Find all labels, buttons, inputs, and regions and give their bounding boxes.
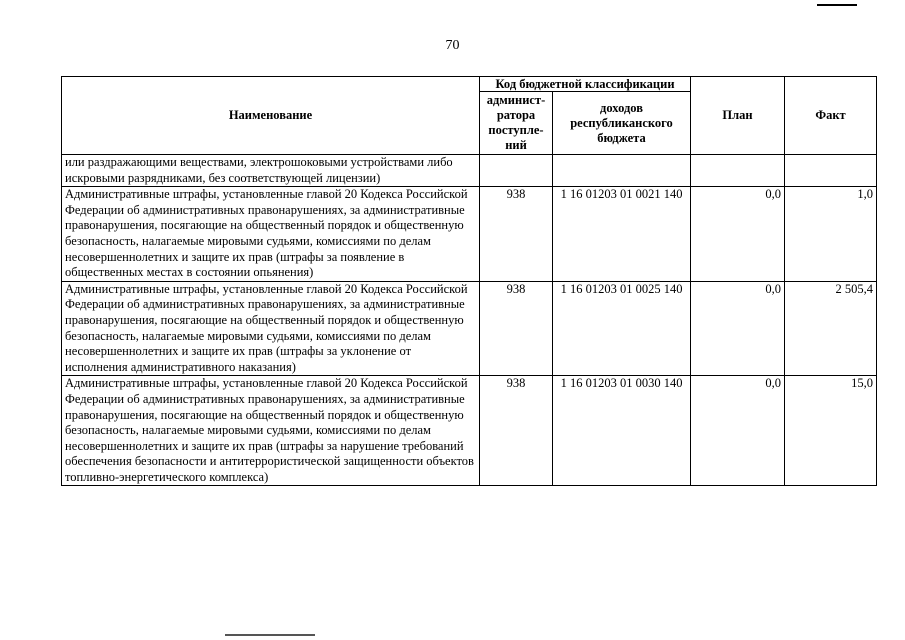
row-name-cell: Административные штрафы, установленные главой 20 Кодекса Российской Федерации об административных правонарушениях, за административные правонарушения, посягающие на общественный порядок и общественную безопасность, налагаемые мировыми судьями, комиссиями по делам несовершеннолетних и защите их прав (штрафы за нарушение требований обеспечения безопасности и антитеррористической защищенности объектов топливно-энергетического комплекса)	[62, 376, 480, 486]
table-row	[62, 281, 877, 376]
row-admin-code-cell: 938	[480, 376, 553, 486]
header-fact: Факт	[785, 77, 877, 155]
table-row	[62, 187, 877, 282]
row-budget-code-cell: 1 16 01203 01 0030 140	[553, 376, 691, 486]
table-row	[62, 155, 877, 187]
page-number: 70	[445, 38, 460, 53]
row-budget-code-cell: 1 16 01203 01 0025 140	[553, 281, 691, 376]
header-plan: План	[691, 77, 785, 155]
row-fact-cell: 2 505,4	[785, 281, 877, 376]
row-plan-cell	[691, 155, 785, 187]
row-admin-code-cell	[480, 155, 553, 187]
row-budget-code-cell	[553, 155, 691, 187]
row-admin-code-cell: 938	[480, 281, 553, 376]
budget-table	[61, 76, 877, 486]
header-code-group: Код бюджетной классификации	[480, 77, 691, 92]
table-row	[62, 376, 877, 486]
row-plan-cell: 0,0	[691, 376, 785, 486]
row-plan-cell: 0,0	[691, 187, 785, 282]
row-fact-cell: 1,0	[785, 187, 877, 282]
row-plan-cell: 0,0	[691, 281, 785, 376]
header-income	[553, 92, 691, 155]
header-name: Наименование	[62, 77, 480, 155]
row-budget-code-cell: 1 16 01203 01 0021 140	[553, 187, 691, 282]
row-fact-cell	[785, 155, 877, 187]
header-income-text: доходов республиканского бюджета	[570, 100, 673, 145]
row-admin-code-cell: 938	[480, 187, 553, 282]
row-name-cell: или раздражающими веществами, электрошоковыми устройствами либо искровыми разрядниками, без соответствующей лицензии)	[62, 155, 480, 187]
header-admin-text: админист-ратора поступле-ний	[486, 93, 546, 152]
row-name-cell: Административные штрафы, установленные главой 20 Кодекса Российской Федерации об административных правонарушениях, за административные правонарушения, посягающие на общественный порядок и общественную безопасность, налагаемые мировыми судьями, комиссиями по делам несовершеннолетних и защите их прав (штрафы за появление в общественных местах в состоянии опьянения)	[62, 187, 480, 282]
row-fact-cell: 15,0	[785, 376, 877, 486]
top-edge-mark	[817, 0, 857, 6]
header-admin	[480, 92, 553, 155]
row-name-cell: Административные штрафы, установленные главой 20 Кодекса Российской Федерации об административных правонарушениях, за административные правонарушения, посягающие на общественный порядок и общественную безопасность, налагаемые мировыми судьями, комиссиями по делам несовершеннолетних и защите их прав (штрафы за уклонение от исполнения административного наказания)	[62, 281, 480, 376]
bottom-edge-mark	[225, 634, 315, 636]
